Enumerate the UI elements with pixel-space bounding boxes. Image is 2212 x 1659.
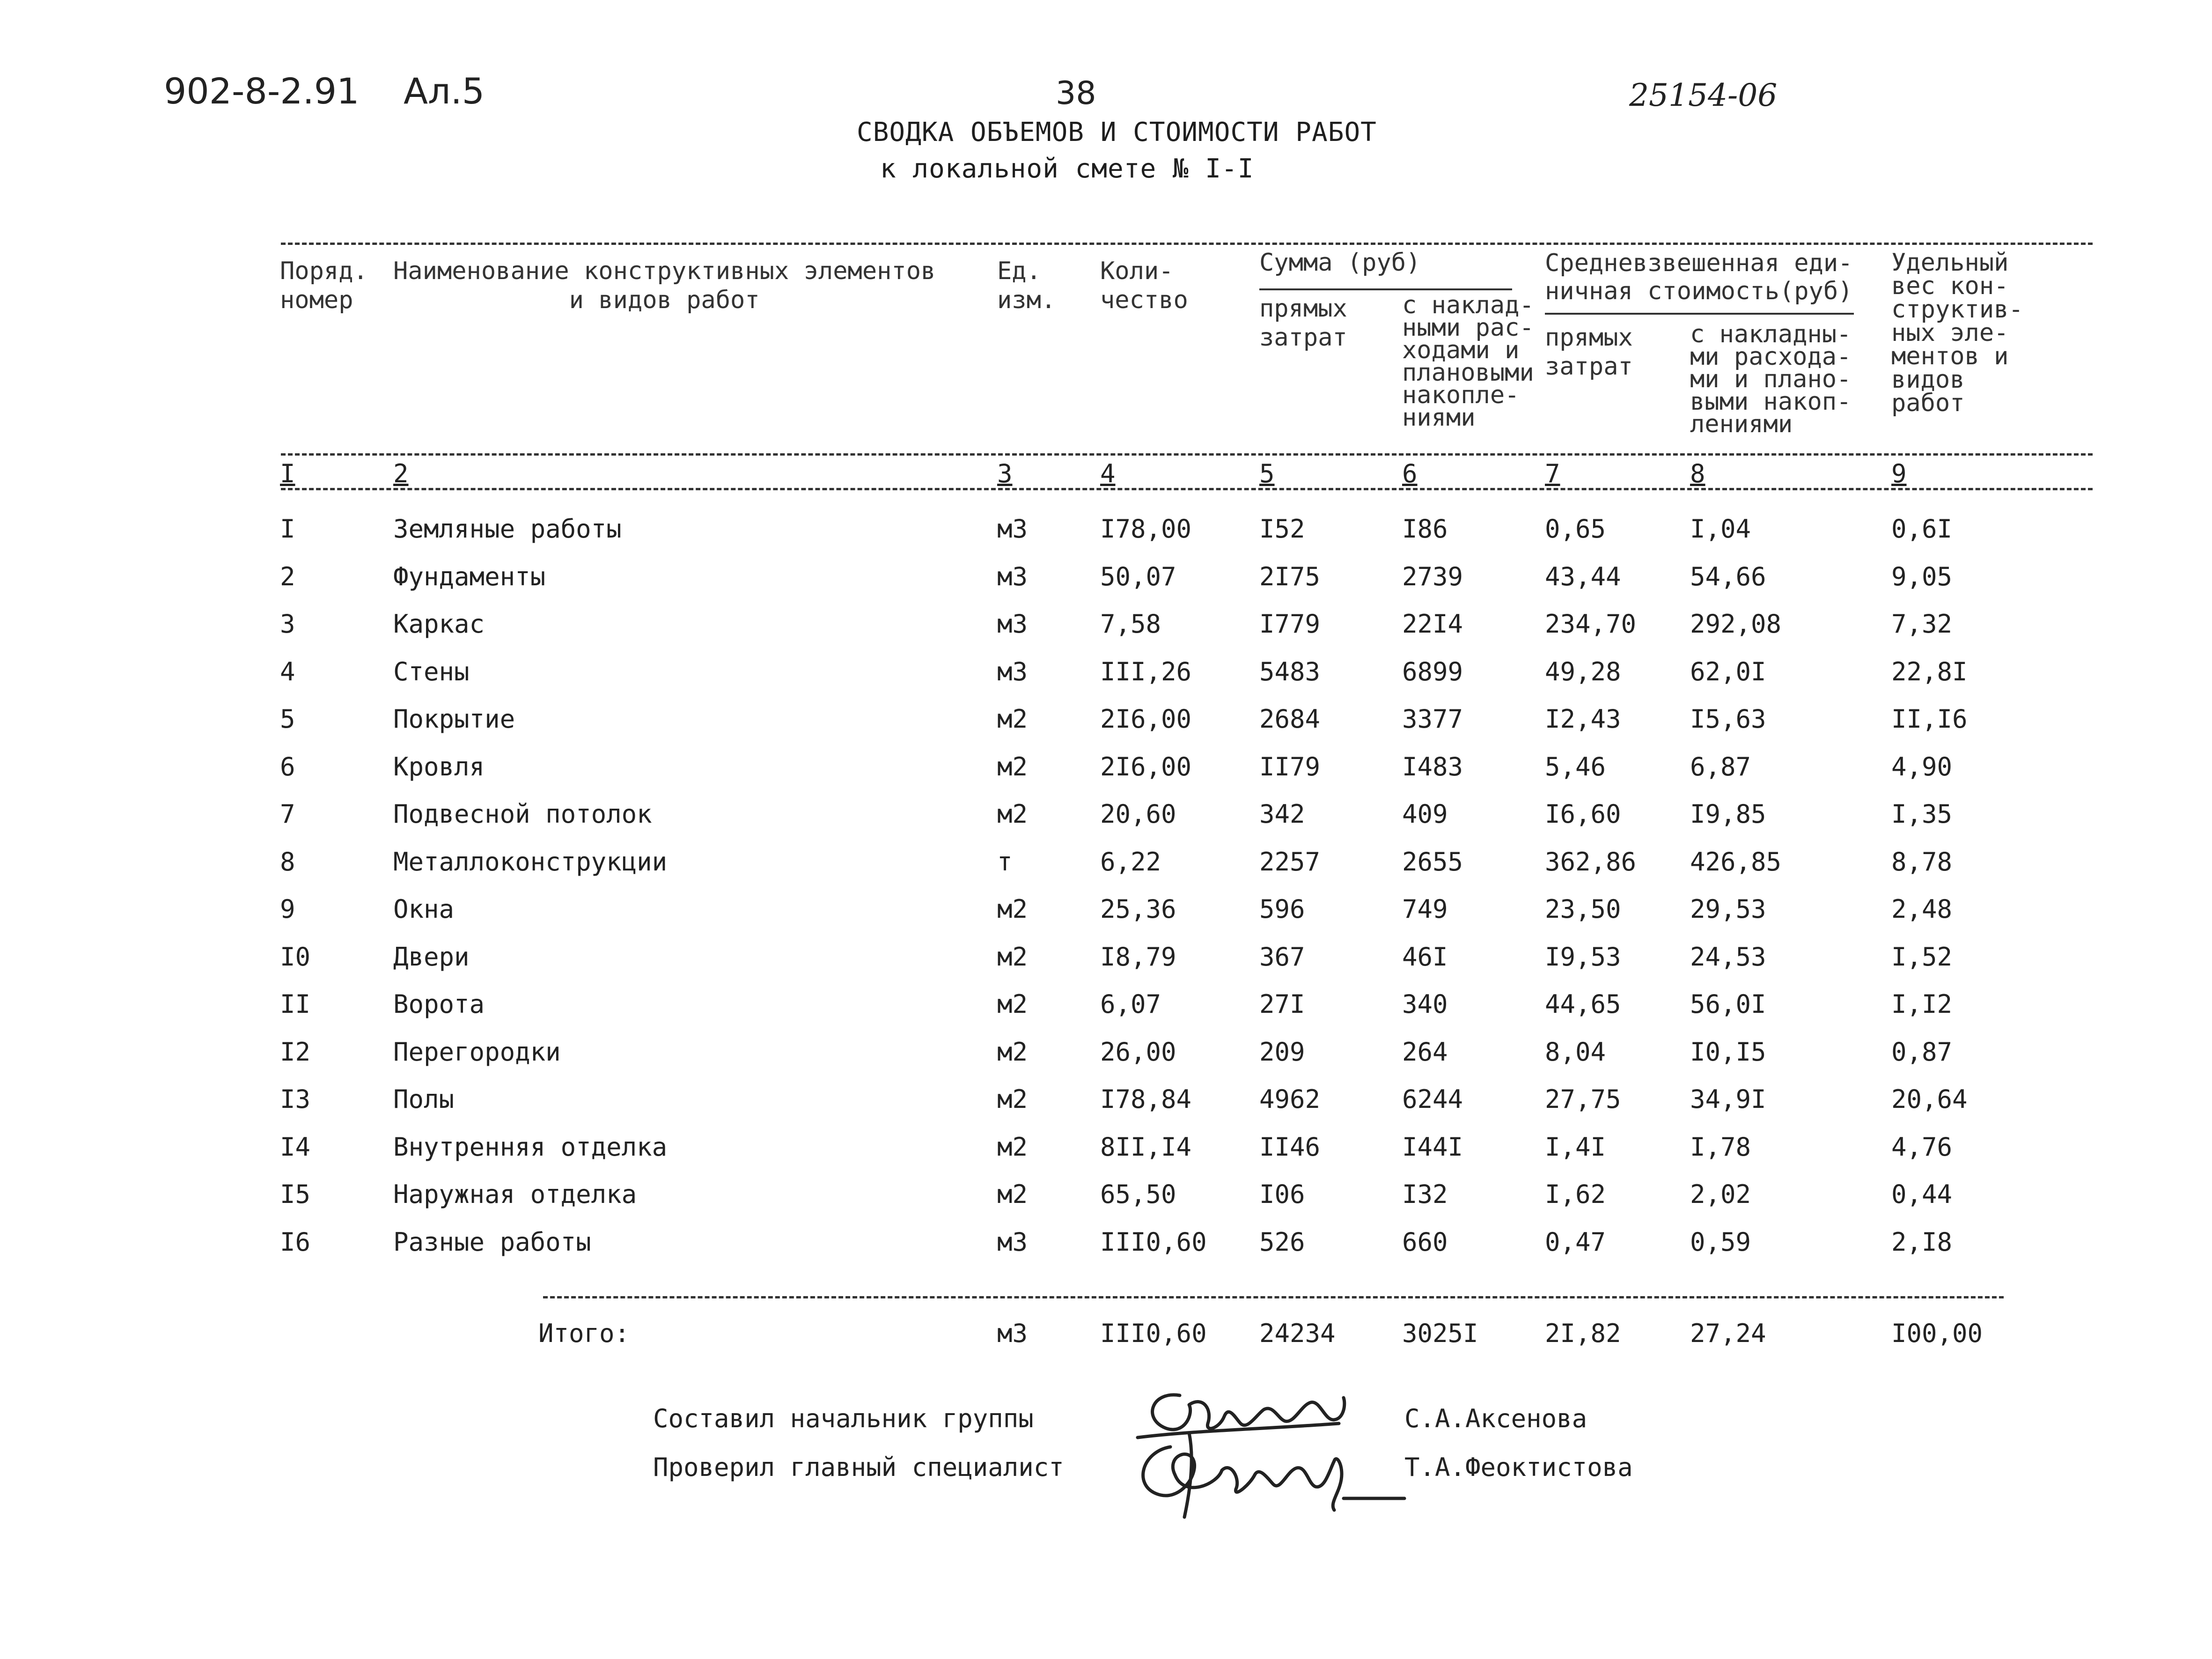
cell-qty: I78,00 (1100, 514, 1192, 544)
cell-qty: 6,22 (1100, 847, 1161, 877)
album-number: Ал.5 (404, 70, 485, 112)
cell-name: Перегородки (393, 1037, 561, 1067)
cell-direct: 2I75 (1259, 562, 1321, 591)
header-name: Наименование конструктивных элементов и видов работ (393, 257, 936, 314)
cell-unit: т (997, 847, 1013, 877)
cell-direct: 209 (1259, 1037, 1305, 1067)
cell-qty: III,26 (1100, 657, 1192, 686)
cell-n: 2 (280, 562, 295, 591)
cell-unit: м2 (997, 894, 1028, 924)
cell-overhead: 2655 (1402, 847, 1463, 877)
cell-name: Двери (393, 942, 470, 972)
cell-overhead: 2739 (1402, 562, 1463, 591)
checked-by-person: Т.А.Феоктистова (1404, 1453, 1633, 1482)
cell-qty: 50,07 (1100, 562, 1176, 591)
compiled-by-person: С.А.Аксенова (1404, 1404, 1587, 1433)
cell-qty: I8,79 (1100, 942, 1176, 972)
header-number: Поряд. номер (280, 257, 368, 314)
cell-unit: м2 (997, 704, 1028, 734)
cell-n: 9 (280, 894, 295, 924)
cell-overhead: 22I4 (1402, 609, 1463, 639)
cell-avg-overhead: 0,59 (1690, 1227, 1751, 1257)
total-overhead: 3025I (1402, 1319, 1478, 1348)
column-number: 2 (393, 459, 409, 488)
cell-name: Полы (393, 1084, 455, 1114)
cell-avg-direct: 5,46 (1545, 752, 1606, 782)
cell-avg-overhead: I5,63 (1690, 704, 1766, 734)
cell-direct: II46 (1259, 1132, 1321, 1162)
table-top-rule (281, 243, 2093, 245)
column-number: 9 (1891, 459, 1907, 488)
cell-name: Подвесной потолок (393, 799, 652, 829)
cell-weight: 22,8I (1891, 657, 1968, 686)
header-quantity: Коли- чество (1100, 257, 1188, 314)
cell-direct: I52 (1259, 514, 1305, 544)
header-avg: Средневзвешенная еди- ничная стоимость(руб) (1545, 249, 1853, 305)
cell-name: Кровля (393, 752, 485, 782)
avg-subheader-rule (1545, 313, 1854, 315)
cell-weight: 4,90 (1891, 752, 1953, 782)
cell-qty: 2I6,00 (1100, 752, 1192, 782)
cell-unit: м3 (997, 562, 1028, 591)
cell-qty: 25,36 (1100, 894, 1176, 924)
cell-n: I6 (280, 1227, 311, 1257)
cell-n: I5 (280, 1180, 311, 1209)
cell-overhead: 3377 (1402, 704, 1463, 734)
column-number: I (280, 459, 295, 488)
cell-direct: 367 (1259, 942, 1305, 972)
cell-overhead: 749 (1402, 894, 1448, 924)
cell-n: I (280, 514, 295, 544)
cell-avg-overhead: I,78 (1690, 1132, 1751, 1162)
column-number: 3 (997, 459, 1013, 488)
cell-unit: м2 (997, 799, 1028, 829)
cell-avg-overhead: 426,85 (1690, 847, 1782, 877)
cell-weight: 2,I8 (1891, 1227, 1953, 1257)
cell-avg-direct: 49,28 (1545, 657, 1621, 686)
cell-weight: II,I6 (1891, 704, 1968, 734)
cell-name: Каркас (393, 609, 485, 639)
cell-weight: 4,76 (1891, 1132, 1953, 1162)
cell-avg-direct: 0,65 (1545, 514, 1606, 544)
cell-qty: III0,60 (1100, 1227, 1207, 1257)
cell-unit: м2 (997, 1084, 1028, 1114)
cell-unit: м2 (997, 1037, 1028, 1067)
cell-name: Ворота (393, 989, 485, 1019)
cell-avg-direct: 27,75 (1545, 1084, 1621, 1114)
cell-direct: 5483 (1259, 657, 1321, 686)
cell-overhead: 409 (1402, 799, 1448, 829)
total-quantity: III0,60 (1100, 1319, 1207, 1348)
total-weight: I00,00 (1891, 1319, 1983, 1348)
cell-overhead: 6899 (1402, 657, 1463, 686)
cell-overhead: I86 (1402, 514, 1448, 544)
cell-avg-overhead: 34,9I (1690, 1084, 1766, 1114)
cell-name: Разные работы (393, 1227, 591, 1257)
cell-name: Покрытие (393, 704, 515, 734)
column-number: 7 (1545, 459, 1560, 488)
cell-avg-direct: 0,47 (1545, 1227, 1606, 1257)
cell-name: Земляные работы (393, 514, 622, 544)
cell-n: 5 (280, 704, 295, 734)
inventory-number: 25154-06 (1629, 77, 1778, 113)
cell-n: 8 (280, 847, 295, 877)
cell-direct: 4962 (1259, 1084, 1321, 1114)
cell-overhead: 340 (1402, 989, 1448, 1019)
cell-direct: II79 (1259, 752, 1321, 782)
cell-unit: м2 (997, 1180, 1028, 1209)
cell-n: 4 (280, 657, 295, 686)
header-weight: Удельный вес кон- структив- ных эле- ментов и видов работ (1891, 249, 2023, 417)
cell-unit: м2 (997, 942, 1028, 972)
cell-overhead: 660 (1402, 1227, 1448, 1257)
cell-weight: I,I2 (1891, 989, 1953, 1019)
cell-qty: 8II,I4 (1100, 1132, 1192, 1162)
column-number: 5 (1259, 459, 1275, 488)
cell-overhead: 264 (1402, 1037, 1448, 1067)
cell-n: 7 (280, 799, 295, 829)
total-unit: м3 (997, 1319, 1028, 1348)
cell-weight: 20,64 (1891, 1084, 1968, 1114)
cell-unit: м2 (997, 1132, 1028, 1162)
cell-n: I0 (280, 942, 311, 972)
cell-n: 6 (280, 752, 295, 782)
cell-avg-direct: 23,50 (1545, 894, 1621, 924)
cell-qty: 2I6,00 (1100, 704, 1192, 734)
cell-avg-overhead: 62,0I (1690, 657, 1766, 686)
column-number: 8 (1690, 459, 1705, 488)
cell-name: Стены (393, 657, 470, 686)
compiled-by-role: Составил начальник группы (653, 1404, 1034, 1433)
cell-weight: 0,87 (1891, 1037, 1953, 1067)
header-avg-overhead: с накладны- ми расхода- ми и плано- выми накоп- лениями (1690, 320, 1852, 438)
cell-overhead: I32 (1402, 1180, 1448, 1209)
column-number: 4 (1100, 459, 1116, 488)
cell-direct: 596 (1259, 894, 1305, 924)
checked-by-role: Проверил главный специалист (653, 1453, 1064, 1482)
cell-unit: м3 (997, 514, 1028, 544)
cell-avg-overhead: 24,53 (1690, 942, 1766, 972)
cell-name: Окна (393, 894, 455, 924)
total-direct: 24234 (1259, 1319, 1336, 1348)
cell-avg-overhead: 6,87 (1690, 752, 1751, 782)
cell-weight: 0,44 (1891, 1180, 1953, 1209)
cell-n: I4 (280, 1132, 311, 1162)
cell-unit: м2 (997, 989, 1028, 1019)
cell-avg-direct: I2,43 (1545, 704, 1621, 734)
cell-avg-direct: 234,70 (1545, 609, 1637, 639)
total-label: Итого: (538, 1319, 630, 1348)
sum-subheader-rule (1259, 288, 1512, 290)
cell-weight: I,52 (1891, 942, 1953, 972)
cell-avg-overhead: I9,85 (1690, 799, 1766, 829)
cell-name: Металлоконструкции (393, 847, 668, 877)
total-avg-direct: 2I,82 (1545, 1319, 1621, 1348)
cell-weight: I,35 (1891, 799, 1953, 829)
cell-unit: м2 (997, 752, 1028, 782)
cell-direct: 2257 (1259, 847, 1321, 877)
cell-weight: 0,6I (1891, 514, 1953, 544)
cell-overhead: 46I (1402, 942, 1448, 972)
header-avg-direct: прямых затрат (1545, 324, 1633, 381)
cell-avg-overhead: 292,08 (1690, 609, 1782, 639)
cell-name: Фундаменты (393, 562, 546, 591)
page-number: 38 (1056, 75, 1096, 112)
cell-name: Внутренняя отделка (393, 1132, 668, 1162)
cell-avg-direct: I,4I (1545, 1132, 1606, 1162)
cell-avg-overhead: I,04 (1690, 514, 1751, 544)
cell-direct: I779 (1259, 609, 1321, 639)
cell-n: II (280, 989, 311, 1019)
cell-qty: 6,07 (1100, 989, 1161, 1019)
cell-direct: 27I (1259, 989, 1305, 1019)
cell-avg-overhead: 29,53 (1690, 894, 1766, 924)
header-unit: Ед. изм. (997, 257, 1056, 314)
cell-avg-overhead: I0,I5 (1690, 1037, 1766, 1067)
cell-qty: I78,84 (1100, 1084, 1192, 1114)
cell-avg-direct: 8,04 (1545, 1037, 1606, 1067)
cell-avg-direct: I,62 (1545, 1180, 1606, 1209)
cell-overhead: I483 (1402, 752, 1463, 782)
cell-avg-overhead: 2,02 (1690, 1180, 1751, 1209)
cell-overhead: I44I (1402, 1132, 1463, 1162)
cell-qty: 26,00 (1100, 1037, 1176, 1067)
project-code: 902-8-2.91 (164, 70, 360, 112)
cell-avg-direct: I6,60 (1545, 799, 1621, 829)
cell-direct: 2684 (1259, 704, 1321, 734)
header-sum: Сумма (руб) (1259, 249, 1421, 277)
column-number: 6 (1402, 459, 1418, 488)
cell-n: 3 (280, 609, 295, 639)
column-numbers-rule (281, 488, 2093, 490)
cell-avg-overhead: 54,66 (1690, 562, 1766, 591)
cell-avg-direct: 44,65 (1545, 989, 1621, 1019)
cell-weight: 8,78 (1891, 847, 1953, 877)
cell-qty: 20,60 (1100, 799, 1176, 829)
cell-unit: м3 (997, 609, 1028, 639)
header-sum-direct: прямых затрат (1259, 295, 1347, 352)
cell-qty: 65,50 (1100, 1180, 1176, 1209)
cell-weight: 9,05 (1891, 562, 1953, 591)
cell-avg-direct: I9,53 (1545, 942, 1621, 972)
document-subtitle: к локальной смете № I-I (880, 154, 1254, 184)
cell-qty: 7,58 (1100, 609, 1161, 639)
cell-overhead: 6244 (1402, 1084, 1463, 1114)
total-avg-overhead: 27,24 (1690, 1319, 1766, 1348)
document-title: СВОДКА ОБЪЕМОВ И СТОИМОСТИ РАБОТ (857, 117, 1377, 147)
cell-unit: м3 (997, 657, 1028, 686)
cell-direct: 342 (1259, 799, 1305, 829)
cell-direct: 526 (1259, 1227, 1305, 1257)
cell-avg-direct: 43,44 (1545, 562, 1621, 591)
cell-unit: м3 (997, 1227, 1028, 1257)
cell-n: I2 (280, 1037, 311, 1067)
cell-direct: I06 (1259, 1180, 1305, 1209)
cell-name: Наружная отделка (393, 1180, 637, 1209)
signature-feoktistova (1124, 1428, 1414, 1522)
cell-avg-direct: 362,86 (1545, 847, 1637, 877)
cell-weight: 2,48 (1891, 894, 1953, 924)
cell-weight: 7,32 (1891, 609, 1953, 639)
header-bottom-rule (281, 453, 2093, 456)
header-sum-overhead: с наклад- ными рас- ходами и плановыми накопле- ниями (1402, 291, 1534, 432)
total-rule (543, 1296, 2004, 1298)
cell-avg-overhead: 56,0I (1690, 989, 1766, 1019)
cell-n: I3 (280, 1084, 311, 1114)
